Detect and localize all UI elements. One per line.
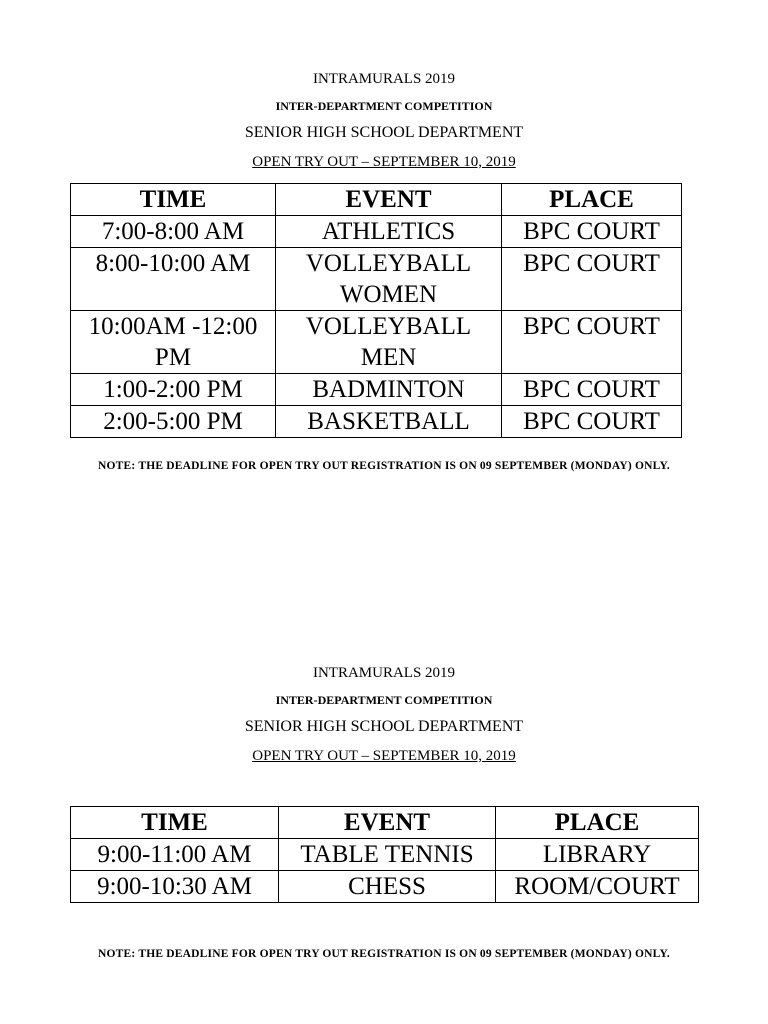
cell-place: BPC COURT [502,216,682,248]
table-row [71,216,682,248]
section-1-schedule-table [70,183,682,438]
cell-time: 8:00-10:00 AM [71,248,276,311]
cell-event: BADMINTON [276,374,502,406]
table-row [71,839,699,871]
cell-event: BASKETBALL [276,406,502,438]
cell-time: 1:00-2:00 PM [71,374,276,406]
table-row [71,406,682,438]
table-row [71,248,682,311]
header-event: EVENT [276,184,502,216]
section-1-title: INTRAMURALS 2019 [312,71,456,87]
table-row [71,374,682,406]
cell-time: 9:00-11:00 AM [71,839,279,871]
section-2-schedule-table [70,806,699,903]
cell-event: VOLLEYBALL MEN [276,311,502,374]
section-1-tryout-date: OPEN TRY OUT – SEPTEMBER 10, 2019 [252,154,516,170]
section-1-department: SENIOR HIGH SCHOOL DEPARTMENT [244,124,524,141]
section-2-tryout-date: OPEN TRY OUT – SEPTEMBER 10, 2019 [252,748,516,764]
cell-time: 2:00-5:00 PM [71,406,276,438]
section-1-subtitle: INTER-DEPARTMENT COMPETITION [275,99,493,113]
section-2-subtitle: INTER-DEPARTMENT COMPETITION [275,693,493,707]
header-time: TIME [71,184,276,216]
cell-time: 9:00-10:30 AM [71,871,279,903]
header-place: PLACE [496,807,699,839]
header-event: EVENT [279,807,496,839]
cell-place: ROOM/COURT [496,871,699,903]
section-2-deadline-note: NOTE: THE DEADLINE FOR OPEN TRY OUT REGISTRATION IS ON 09 SEPTEMBER (MONDAY) ONLY. [98,948,670,960]
table-row [71,311,682,374]
section-2-title: INTRAMURALS 2019 [312,665,456,681]
section-2-department: SENIOR HIGH SCHOOL DEPARTMENT [244,718,524,735]
cell-time: 10:00AM -12:00 PM [71,311,276,374]
cell-place: LIBRARY [496,839,699,871]
cell-place: BPC COURT [502,406,682,438]
table-header-row [71,807,699,839]
cell-event: ATHLETICS [276,216,502,248]
cell-place: BPC COURT [502,248,682,311]
table-header-row [71,184,682,216]
header-time: TIME [71,807,279,839]
cell-place: BPC COURT [502,311,682,374]
cell-event: CHESS [279,871,496,903]
section-1-deadline-note: NOTE: THE DEADLINE FOR OPEN TRY OUT REGISTRATION IS ON 09 SEPTEMBER (MONDAY) ONLY. [98,460,670,472]
table-row [71,871,699,903]
cell-event: TABLE TENNIS [279,839,496,871]
cell-place: BPC COURT [502,374,682,406]
cell-event: VOLLEYBALL WOMEN [276,248,502,311]
cell-time: 7:00-8:00 AM [71,216,276,248]
header-place: PLACE [502,184,682,216]
